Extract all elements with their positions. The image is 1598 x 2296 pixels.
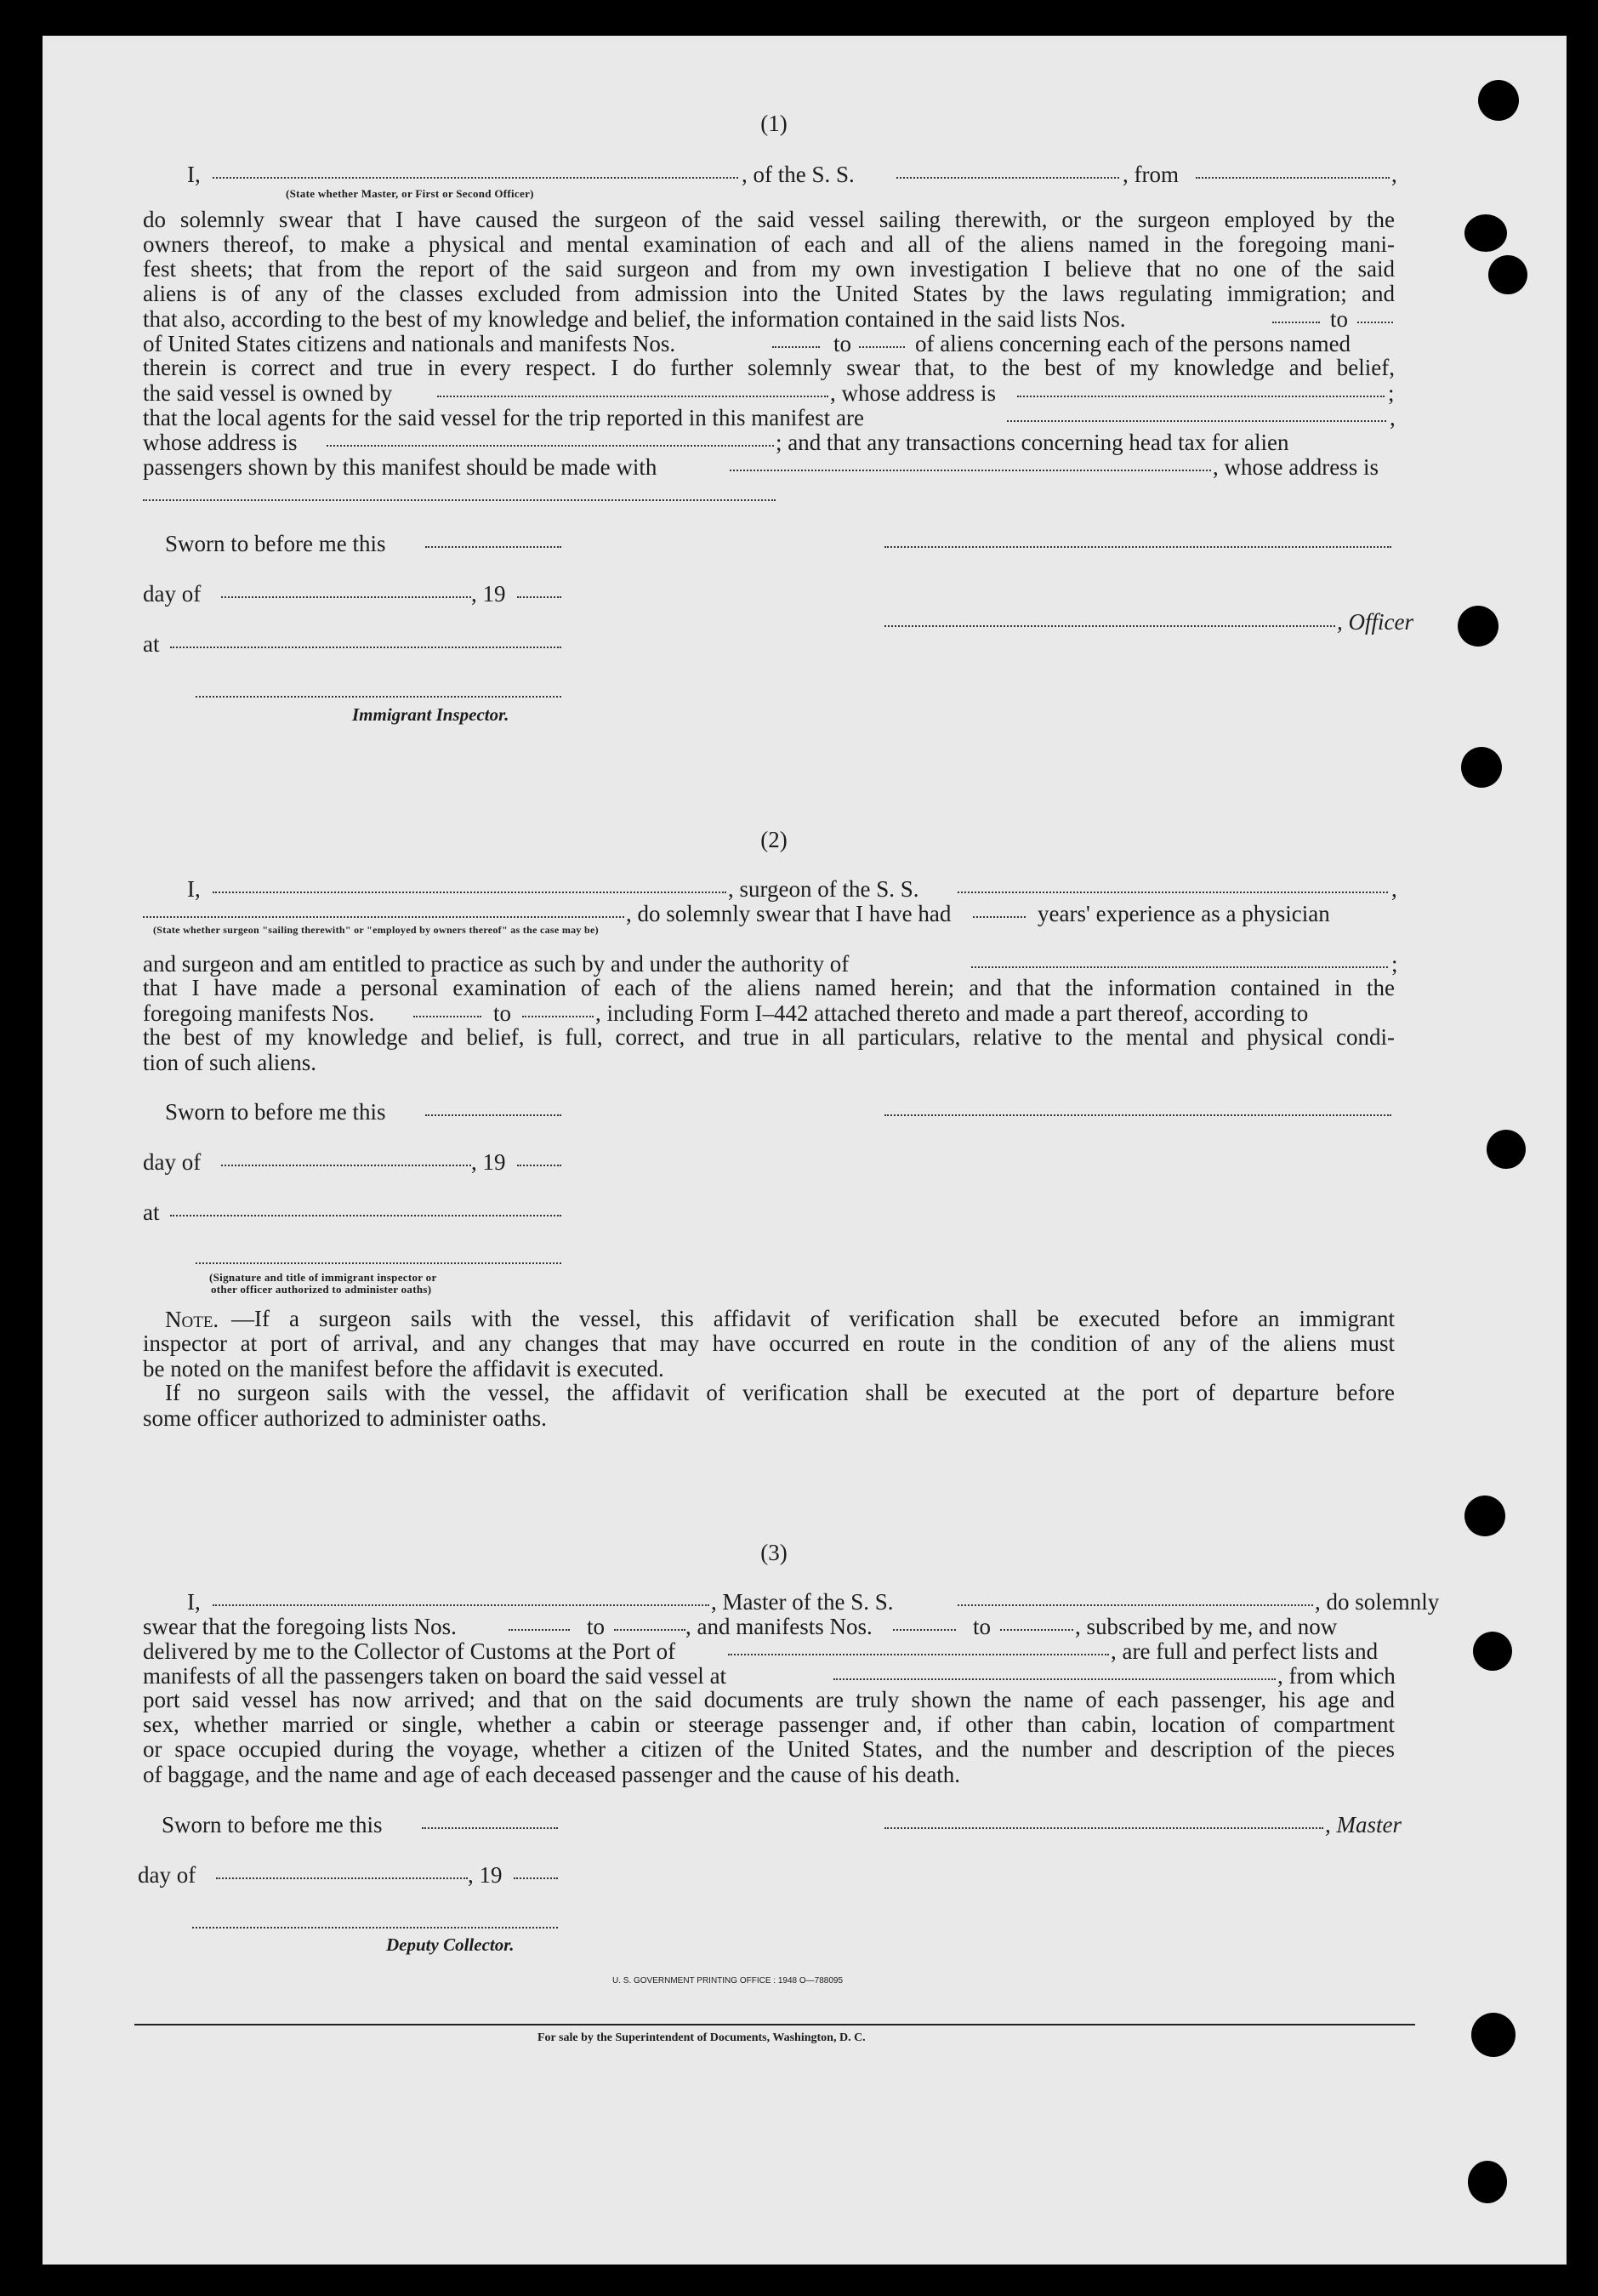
s1-para-line-6: of United States citizens and nationals and manifests Nos. bbox=[143, 331, 676, 356]
section-2-number: (2) bbox=[760, 827, 788, 852]
s1-lists-from-field[interactable] bbox=[1272, 322, 1320, 323]
s3-para-line-3: or space occupied during the voyage, whether a citizen of the United States, and the number and description of the pieces bbox=[143, 1736, 1395, 1762]
s2-note-line-4: If no surgeon sails with the vessel, the affidavit of verification shall be executed at the port of departure before bbox=[165, 1380, 1395, 1405]
s1-para-line-7: therein is correct and true in every respect. I do further solemnly swear that, to the best of my knowledge and belief, bbox=[143, 355, 1395, 380]
s1-para-line-3: fest sheets; that from the report of the said surgeon and from my own investigation I believe that no one of the said bbox=[143, 256, 1395, 282]
s1-para-line-10: whose address is bbox=[143, 430, 298, 455]
s3-manifests-all: manifests of all the passengers taken on board the said vessel at bbox=[143, 1663, 727, 1689]
s2-sig-note-1: (Signature and title of immigrant inspector or bbox=[209, 1271, 437, 1284]
s2-note-label: Note. bbox=[165, 1307, 219, 1332]
s2-including: , including Form I–442 attached thereto and made a part thereof, according to bbox=[595, 1000, 1309, 1026]
s1-from-label: , from bbox=[1123, 162, 1179, 187]
s3-vessel-field[interactable] bbox=[958, 1604, 1313, 1606]
s1-sworn-day-field[interactable] bbox=[425, 546, 561, 548]
s1-owner-address-field[interactable] bbox=[1017, 396, 1385, 397]
s2-surgeon-name-field[interactable] bbox=[213, 892, 726, 893]
punch-hole bbox=[1471, 2013, 1516, 2057]
s1-agents-address-field[interactable] bbox=[327, 445, 774, 447]
s2-years-field[interactable] bbox=[973, 916, 1026, 918]
s3-master-of-ss: , Master of the S. S. bbox=[711, 1589, 894, 1615]
s2-month-field[interactable] bbox=[221, 1165, 471, 1166]
s1-vessel-field[interactable] bbox=[896, 177, 1119, 179]
s1-whose-address-1: , whose address is bbox=[830, 380, 996, 406]
s1-comma: , bbox=[1391, 162, 1397, 187]
s3-master-label: , Master bbox=[1325, 1812, 1402, 1837]
s2-surgeon-signature-field[interactable] bbox=[884, 1114, 1391, 1116]
s3-deputy-label: Deputy Collector. bbox=[386, 1934, 515, 1955]
s2-year-field[interactable] bbox=[517, 1165, 561, 1166]
s2-at-label: at bbox=[143, 1199, 160, 1225]
s3-lists-to-field[interactable] bbox=[614, 1629, 685, 1631]
s2-sworn-label: Sworn to before me this bbox=[165, 1099, 386, 1125]
printing-office-line: U. S. GOVERNMENT PRINTING OFFICE : 1948 O—788095 bbox=[612, 1976, 844, 1985]
s2-surgeon-status-field[interactable] bbox=[143, 916, 624, 918]
punch-hole bbox=[1458, 606, 1498, 647]
s2-to: to bbox=[493, 1000, 512, 1026]
s2-comma: , bbox=[1391, 876, 1397, 902]
s3-to-2: to bbox=[973, 1614, 992, 1639]
s3-para-line-1: port said vessel has now arrived; and that on the said documents are truly shown the name of each passenger, his age and bbox=[143, 1687, 1395, 1712]
s2-manifests-from-field[interactable] bbox=[413, 1016, 481, 1017]
s2-at-field[interactable] bbox=[170, 1215, 561, 1216]
s1-year-field[interactable] bbox=[517, 596, 561, 598]
punch-hole bbox=[1468, 2161, 1507, 2203]
s1-i-label: I, bbox=[187, 162, 201, 187]
s3-and-manifests: , and manifests Nos. bbox=[685, 1614, 873, 1639]
s1-owner-field[interactable] bbox=[437, 396, 828, 397]
form-page bbox=[43, 36, 1567, 2265]
s2-years: years' experience as a physician bbox=[1038, 901, 1330, 926]
s1-head-tax: ; and that any transactions concerning head tax for alien bbox=[776, 430, 1289, 455]
s2-para-line-2: that I have made a personal examination of each of the aliens named herein; and that the information contained in the bbox=[143, 975, 1395, 1000]
punch-hole bbox=[1461, 747, 1502, 788]
section-1-number: (1) bbox=[760, 111, 788, 136]
s3-month-field[interactable] bbox=[216, 1877, 468, 1879]
punch-hole bbox=[1478, 80, 1519, 121]
s3-sworn-day-field[interactable] bbox=[422, 1827, 558, 1829]
s1-of-aliens: of aliens concerning each of the persons named bbox=[915, 331, 1351, 356]
s3-para-line-2: sex, whether married or single, whether a cabin or steerage passenger and, if other than cabin, location of compartment bbox=[143, 1712, 1395, 1737]
punch-hole bbox=[1487, 1130, 1526, 1169]
punch-hole bbox=[1464, 214, 1507, 252]
s2-para-line-4: the best of my knowledge and belief, is full, correct, and true in all particulars, relative to the mental and physical condi- bbox=[143, 1024, 1395, 1050]
s1-para-line-8: the said vessel is owned by bbox=[143, 380, 393, 406]
s2-i-label: I, bbox=[187, 876, 201, 902]
s3-port-field[interactable] bbox=[728, 1654, 1109, 1655]
s2-vessel-field[interactable] bbox=[958, 892, 1388, 893]
s2-year-label: , 19 bbox=[471, 1149, 506, 1175]
s1-para-line-4: aliens is of any of the classes excluded from admission into the United States by the laws regulating immigration; and bbox=[143, 281, 1395, 306]
s2-solemnly: , do solemnly swear that I have had bbox=[626, 901, 952, 926]
s1-whose-address-2: , whose address is bbox=[1213, 454, 1379, 480]
s2-surgeon-note: (State whether surgeon "sailing therewith" or "employed by owners thereof" as the case may be) bbox=[153, 924, 599, 936]
s1-officer-label: , Officer bbox=[1337, 609, 1413, 635]
s2-authority-field[interactable] bbox=[971, 966, 1388, 968]
s2-sworn-day-field[interactable] bbox=[425, 1114, 561, 1116]
s2-manifests-to-field[interactable] bbox=[522, 1016, 594, 1017]
s1-comma-2: , bbox=[1390, 405, 1396, 430]
s3-master-signature-field[interactable] bbox=[884, 1827, 1323, 1829]
s1-manifests-to-field[interactable] bbox=[859, 346, 905, 348]
s3-day-of-label: day of bbox=[138, 1862, 196, 1888]
s1-semicolon: ; bbox=[1388, 380, 1395, 406]
s3-year-label: , 19 bbox=[468, 1862, 503, 1888]
s1-agents-field[interactable] bbox=[1007, 420, 1386, 422]
s3-manifests-from-field[interactable] bbox=[893, 1629, 956, 1631]
punch-hole bbox=[1488, 255, 1527, 294]
s3-embark-port-field[interactable] bbox=[833, 1678, 1276, 1680]
s1-para-line-2: owners thereof, to make a physical and mental examination of each and all of the aliens named in the foregoing mani- bbox=[143, 231, 1395, 257]
s2-note-line-3: be noted on the manifest before the affidavit is executed. bbox=[143, 1356, 664, 1382]
s2-para-line-3: foregoing manifests Nos. bbox=[143, 1000, 375, 1026]
s1-officer-note: (State whether Master, or First or Second Officer) bbox=[286, 187, 534, 200]
s1-para-line-1: do solemnly swear that I have caused the surgeon of the said vessel sailing therewith, or the surgeon employed by the bbox=[143, 207, 1395, 232]
punch-hole bbox=[1464, 1496, 1505, 1536]
s2-para-line-5: tion of such aliens. bbox=[143, 1050, 316, 1075]
s3-from-which: , from which bbox=[1277, 1663, 1396, 1689]
s3-lists-from-field[interactable] bbox=[509, 1629, 570, 1631]
s1-year-label: , 19 bbox=[471, 581, 506, 607]
footer-rule bbox=[134, 2024, 1415, 2025]
s1-head-tax-field[interactable] bbox=[730, 470, 1211, 471]
s1-at-label: at bbox=[143, 631, 160, 657]
s1-day-of-label: day of bbox=[143, 581, 202, 607]
s3-manifests-to-field[interactable] bbox=[1000, 1629, 1073, 1631]
s3-para-line-4: of baggage, and the name and age of each deceased passenger and the cause of his death. bbox=[143, 1762, 961, 1787]
s1-month-field[interactable] bbox=[221, 596, 471, 598]
s1-para-line-9: that the local agents for the said vessel for the trip reported in this manifest are bbox=[143, 405, 864, 430]
s3-master-name-field[interactable] bbox=[213, 1604, 709, 1606]
s1-sworn-label: Sworn to before me this bbox=[165, 531, 386, 556]
s1-to-2: to bbox=[833, 331, 852, 356]
s2-para-line-1: and surgeon and am entitled to practice as such by and under the authority of bbox=[143, 951, 850, 977]
s2-note-line-1: —If a surgeon sails with the vessel, this affidavit of verification shall be executed before an immigrant bbox=[231, 1306, 1395, 1331]
s1-to-1: to bbox=[1330, 306, 1349, 332]
s1-head-tax-address-field[interactable] bbox=[143, 499, 776, 501]
section-3-number: (3) bbox=[760, 1540, 788, 1565]
s2-day-of-label: day of bbox=[143, 1149, 202, 1175]
s3-sworn-label: Sworn to before me this bbox=[162, 1812, 383, 1837]
sale-line: For sale by the Superintendent of Documents, Washington, D. C. bbox=[537, 2031, 866, 2044]
s3-do-solemnly: , do solemnly bbox=[1315, 1589, 1440, 1615]
punch-hole bbox=[1473, 1632, 1512, 1671]
s1-manifests-from-field[interactable] bbox=[772, 346, 820, 348]
s1-inspector-label: Immigrant Inspector. bbox=[352, 704, 509, 725]
s3-swear-lists: swear that the foregoing lists Nos. bbox=[143, 1614, 457, 1639]
s3-subscribed: , subscribed by me, and now bbox=[1075, 1614, 1338, 1639]
s2-sig-note-2: other officer authorized to administer oaths) bbox=[211, 1283, 432, 1296]
s3-to-1: to bbox=[587, 1614, 606, 1639]
s1-para-line-11: passengers shown by this manifest should be made with bbox=[143, 454, 657, 480]
s1-officer-title-field[interactable] bbox=[884, 625, 1335, 627]
s2-note-line-5: some officer authorized to administer oaths. bbox=[143, 1405, 547, 1431]
s3-full-perfect: , are full and perfect lists and bbox=[1111, 1638, 1379, 1664]
s1-lists-to-field[interactable] bbox=[1357, 322, 1393, 323]
s2-signature-field[interactable] bbox=[196, 1262, 561, 1264]
s1-inspector-signature-field[interactable] bbox=[196, 696, 561, 698]
s2-note-line-2: inspector at port of arrival, and any changes that may have occurred en route in the condition of any of the aliens must bbox=[143, 1330, 1395, 1356]
s3-i-label: I, bbox=[187, 1589, 201, 1615]
s1-of-ss-label: , of the S. S. bbox=[742, 162, 855, 187]
s1-officer-signature-field[interactable] bbox=[884, 546, 1391, 548]
s3-delivered: delivered by me to the Collector of Customs at the Port of bbox=[143, 1638, 676, 1664]
s1-para-line-5: that also, according to the best of my knowledge and belief, the information contained in the said lists Nos. bbox=[143, 306, 1126, 332]
s3-deputy-signature-field[interactable] bbox=[192, 1927, 558, 1929]
s2-surgeon-of-ss: , surgeon of the S. S. bbox=[728, 876, 919, 902]
s1-officer-name-field[interactable] bbox=[213, 177, 738, 179]
s3-year-field[interactable] bbox=[514, 1877, 558, 1879]
s1-from-field[interactable] bbox=[1196, 177, 1390, 179]
s1-at-field[interactable] bbox=[170, 647, 561, 648]
s2-semicolon: ; bbox=[1391, 951, 1398, 977]
